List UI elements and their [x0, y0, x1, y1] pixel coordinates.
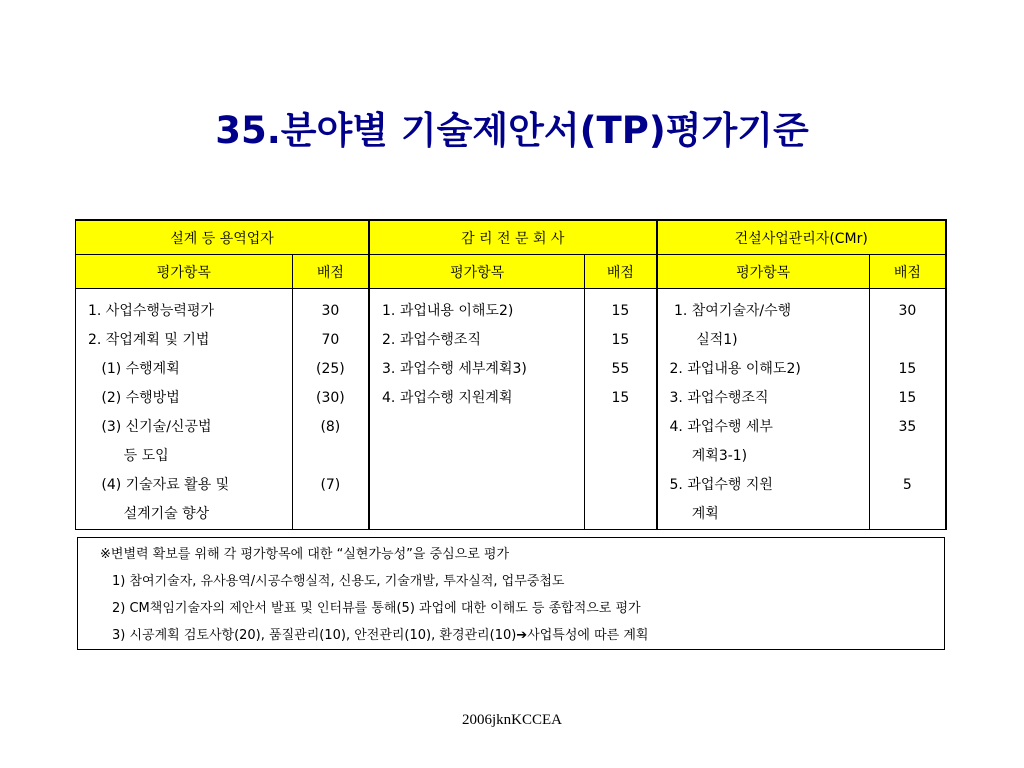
subheader-cm-points: 배점	[869, 255, 946, 289]
cell-line: 5	[902, 477, 912, 493]
note-line: 2) CM책임기술자의 제안서 발표 및 인터뷰를 통해(5) 과업에 대한 이해도 등 종합적으로 평가	[112, 601, 641, 616]
cell-line: (7)	[320, 477, 341, 493]
cell-line	[870, 326, 945, 355]
subheader-cm-items: 평가항목	[657, 255, 870, 289]
cell-line: 15	[898, 390, 917, 406]
cell-line: 4. 과업수행 세부	[669, 419, 773, 435]
cell-line: 등 도입	[88, 448, 169, 464]
subheader-supervision-items: 평가항목	[369, 255, 585, 289]
cell-line: 설계기술 향상	[88, 506, 210, 522]
subheader-design-points: 배점	[292, 255, 369, 289]
cell-line: 2. 과업수행조직	[382, 332, 481, 348]
note-line: ※변별력 확보를 위해 각 평가항목에 대한 “실현가능성”을 중심으로 평가	[100, 547, 510, 562]
cell-line: 3. 과업수행 세부계획3)	[382, 361, 527, 377]
cell-line: 15	[611, 332, 630, 348]
cell-line: (3) 신기술/신공법	[88, 419, 212, 435]
cell-line: 35	[898, 419, 917, 435]
cell-line: 15	[611, 390, 630, 406]
group-header-row	[76, 220, 947, 255]
supervision-items-list	[370, 289, 584, 413]
cell-line: 1. 과업내용 이해도2)	[382, 303, 514, 319]
group-header-supervision: 감 리 전 문 회 사	[369, 220, 657, 255]
cell-line	[870, 442, 945, 471]
cell-line: 2. 작업계획 및 기법	[88, 332, 210, 348]
note-line: 1) 참여기술자, 유사용역/시공수행실적, 신용도, 기술개발, 투자실적, 업무중첩도	[112, 574, 565, 589]
cell-line	[870, 500, 945, 529]
cell-line: 1. 사업수행능력평가	[88, 303, 214, 319]
cell-line: 계획3-1)	[669, 448, 748, 464]
cell-line: 30	[898, 303, 917, 319]
subheader-design-items: 평가항목	[76, 255, 293, 289]
note-line: 3) 시공계획 검토사항(20), 품질관리(10), 안전관리(10), 환경관리(10)➔사업특성에 따른 계획	[112, 628, 649, 643]
sub-header-row	[76, 255, 947, 289]
cell-line: (2) 수행방법	[88, 390, 180, 406]
cell-line: 2. 과업내용 이해도2)	[669, 361, 801, 377]
cell-line: (25)	[315, 361, 345, 377]
page-title: 35.분야별 기술제안서(TP)평가기준	[215, 109, 809, 152]
footer-credit: 2006jknKCCEA	[461, 712, 562, 728]
criteria-row	[76, 289, 947, 530]
cell-line	[293, 500, 368, 529]
design-items-list	[76, 289, 292, 529]
cell-line: 5. 과업수행 지원	[669, 477, 773, 493]
cell-line: 15	[898, 361, 917, 377]
notes-box	[77, 537, 945, 650]
cell-line: (1) 수행계획	[88, 361, 180, 377]
cell-line: 15	[611, 303, 630, 319]
cell-line: (4) 기술자료 활용 및	[88, 477, 230, 493]
evaluation-table	[75, 219, 947, 530]
cell-line: (8)	[320, 419, 341, 435]
cell-line: 30	[321, 303, 340, 319]
cell-line: 3. 과업수행조직	[669, 390, 769, 406]
supervision-points-list	[585, 289, 655, 413]
cell-line: 55	[611, 361, 630, 377]
group-header-design: 설계 등 용역업자	[76, 220, 370, 255]
cell-line: 70	[321, 332, 340, 348]
cm-points-list	[870, 289, 945, 529]
cell-line	[293, 442, 368, 471]
subheader-supervision-points: 배점	[585, 255, 657, 289]
group-header-cm: 건설사업관리자(CMr)	[657, 220, 946, 255]
cell-line: 계획	[669, 506, 719, 522]
cell-line: 실적1)	[669, 332, 738, 348]
design-points-list	[293, 289, 368, 529]
cell-line: (30)	[315, 390, 345, 406]
cell-line: 1. 참여기술자/수행	[669, 303, 792, 319]
cm-items-list	[658, 289, 869, 529]
cell-line: 4. 과업수행 지원계획	[382, 390, 513, 406]
